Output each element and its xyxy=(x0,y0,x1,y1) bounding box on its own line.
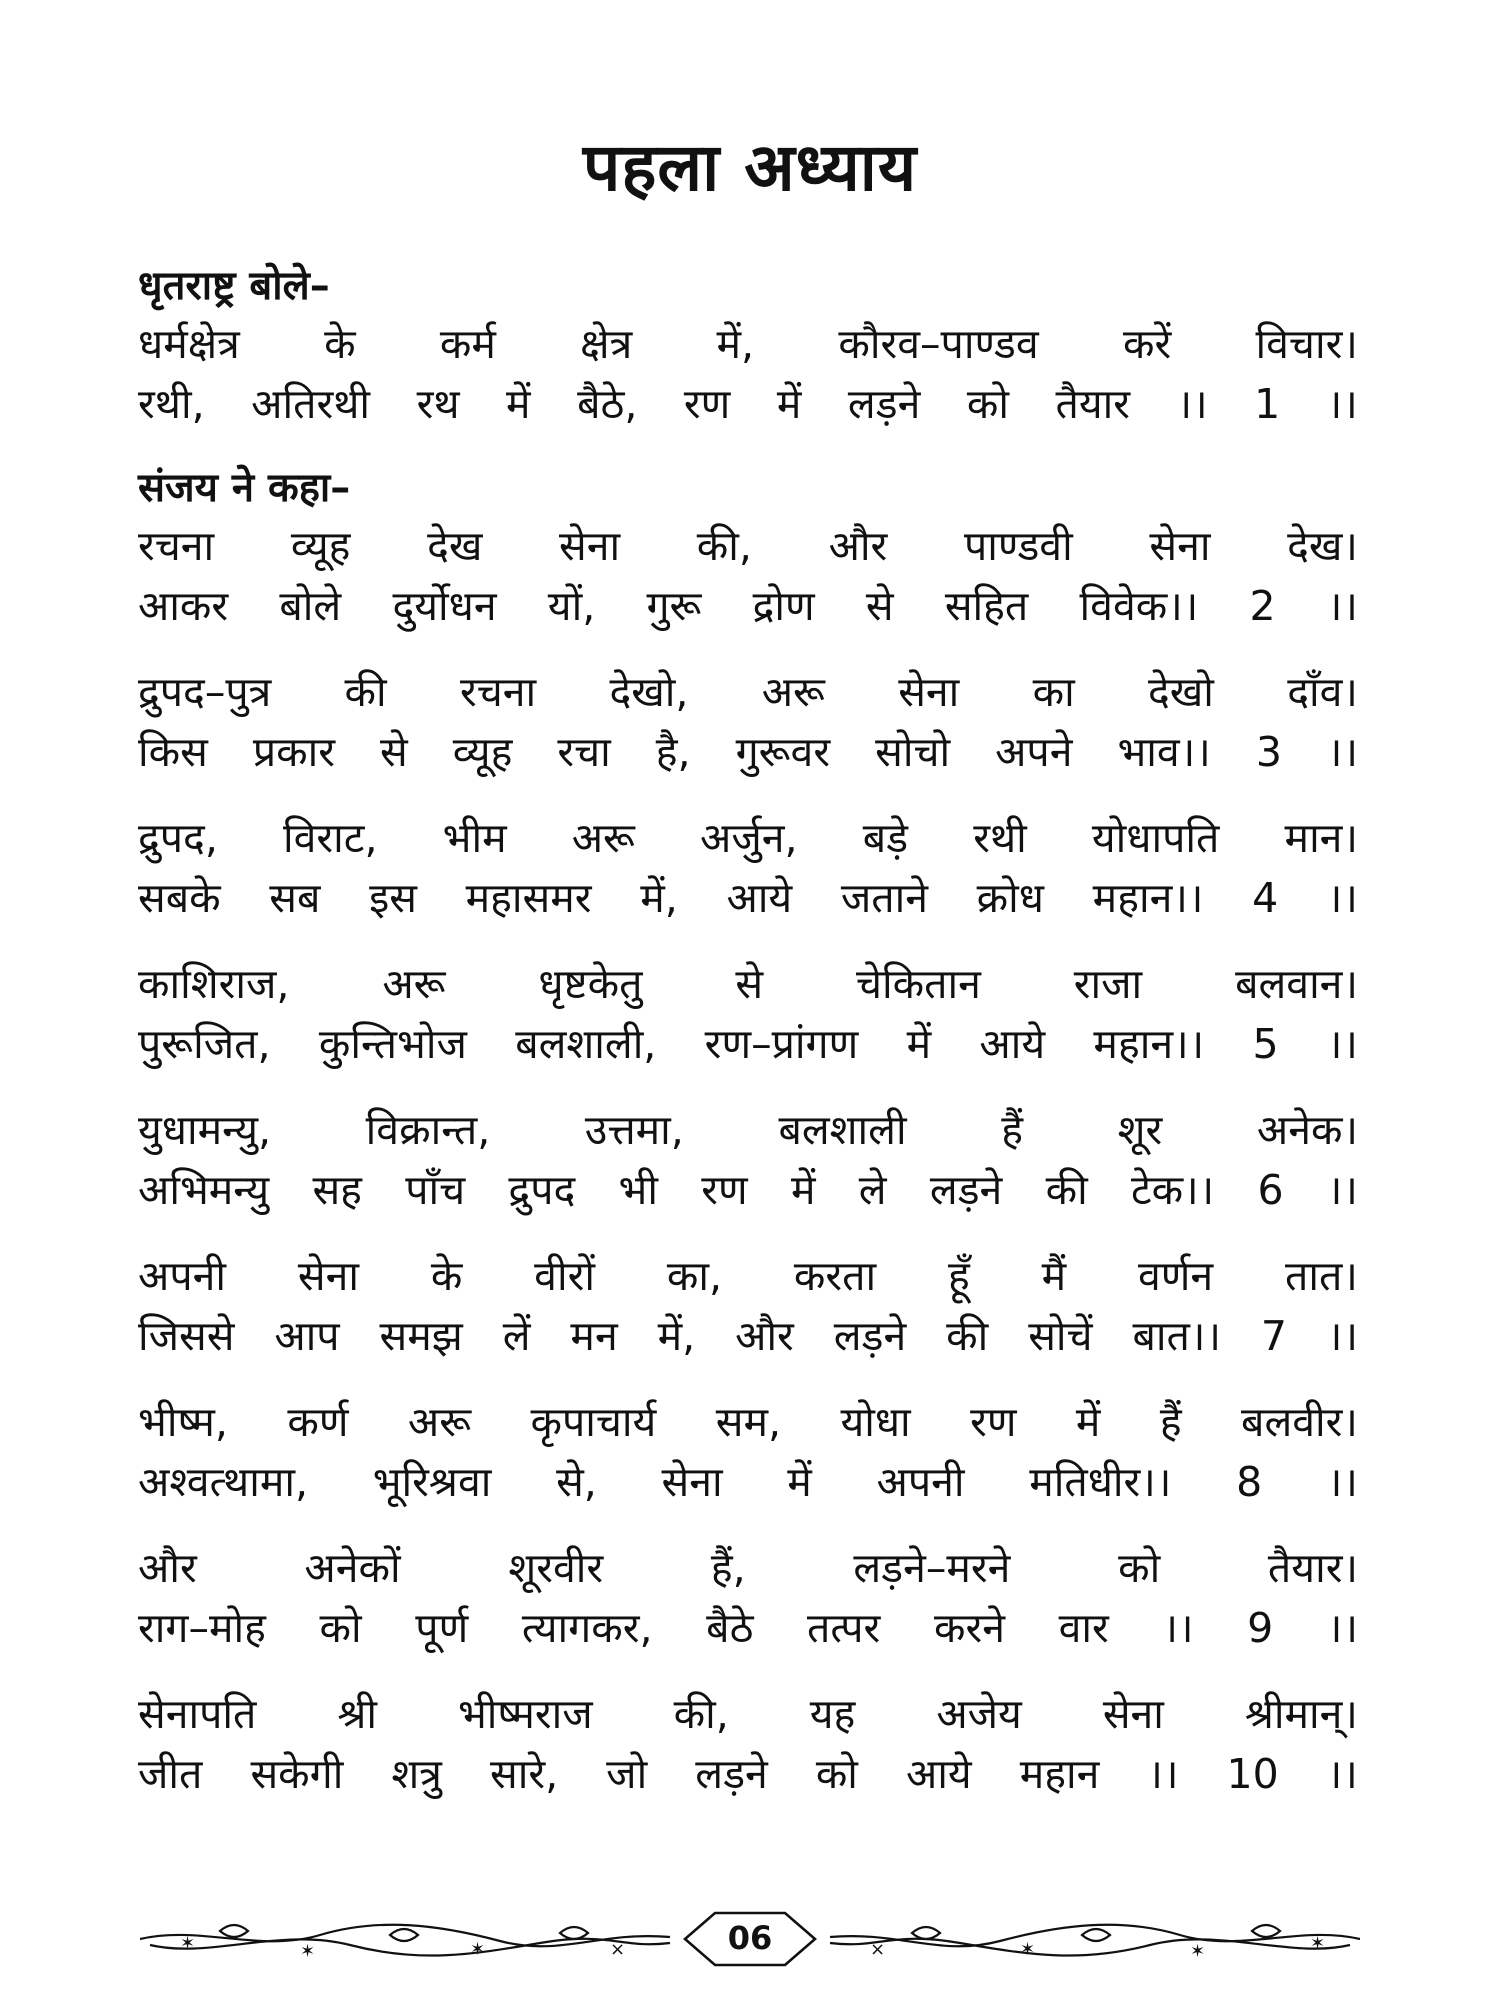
verse-9 xyxy=(138,1538,1358,1658)
verse-line xyxy=(138,576,1358,636)
verse-word: यह xyxy=(809,1690,856,1738)
verse-word: हूँ xyxy=(947,1252,970,1300)
verse-word: महान।। xyxy=(1092,874,1204,922)
verse-word: शत्रु xyxy=(391,1750,442,1798)
verse-word: विक्रान्त, xyxy=(365,1106,491,1154)
verse-word: भी xyxy=(618,1166,658,1214)
verse-word: विचार। xyxy=(1255,320,1358,368)
verse-word: देख। xyxy=(1287,522,1358,570)
verse-word: द्रुपद–पुत्र xyxy=(138,668,272,716)
verse-word: सह xyxy=(312,1166,362,1214)
verse-word: में xyxy=(790,1166,816,1214)
verse-line xyxy=(138,1100,1358,1160)
verse-line xyxy=(138,1452,1358,1512)
verse-word: करें xyxy=(1122,320,1172,368)
verse-word: रण xyxy=(683,380,731,428)
verse-word: भीष्मराज xyxy=(457,1690,593,1738)
verse-3 xyxy=(138,662,1358,782)
verse-word: को xyxy=(815,1750,858,1798)
verse-word: अभिमन्यु xyxy=(138,1166,270,1214)
verse-word: में, xyxy=(640,874,678,922)
verse-word: आप xyxy=(274,1312,340,1360)
verse-word: की, xyxy=(673,1690,729,1738)
verse-word: चेकितान xyxy=(855,960,981,1008)
verse-word: महान।। xyxy=(1093,1020,1205,1068)
verse-word: का xyxy=(1032,668,1075,716)
svg-text:✶: ✶ xyxy=(1020,1939,1036,1960)
verse-word: सेना xyxy=(898,668,960,716)
verse-word: समझ xyxy=(379,1312,463,1360)
verse-word: ।। xyxy=(1176,380,1208,428)
verse-word: बैठे, xyxy=(577,380,638,428)
verse-word: की xyxy=(1045,1166,1088,1214)
verse-line xyxy=(138,1014,1358,1074)
verse-word: बात।। xyxy=(1132,1312,1221,1360)
verse-line xyxy=(138,808,1358,868)
verse-word: भाव।। xyxy=(1117,728,1211,776)
verse-word: और xyxy=(828,522,888,570)
verse-word: ।। xyxy=(1326,1750,1358,1798)
verse-word: ।। xyxy=(1326,1020,1358,1068)
verse-word: भीम xyxy=(442,814,507,862)
verse-word: श्री xyxy=(337,1690,377,1738)
verse-word: गुरू xyxy=(646,582,702,630)
verse-word: बैठे xyxy=(706,1604,754,1652)
verse-10 xyxy=(138,1684,1358,1804)
verse-line xyxy=(138,954,1358,1014)
verse-word: अतिरथी xyxy=(251,380,371,428)
verse-word: ।। xyxy=(1326,1166,1358,1214)
verse-word: 2 xyxy=(1249,582,1276,630)
verse-word: कर्ण xyxy=(287,1398,349,1446)
verse-word: सोचो xyxy=(875,728,951,776)
verse-word: अपनी xyxy=(876,1458,965,1506)
verse-word: दुर्योधन xyxy=(392,582,497,630)
verse-word: महान xyxy=(1019,1750,1100,1798)
verse-word: जिससे xyxy=(138,1312,235,1360)
svg-text:✶: ✶ xyxy=(1310,1933,1326,1954)
verse-word: उत्तमा, xyxy=(584,1106,684,1154)
verse-word: यों, xyxy=(547,582,596,630)
verse-word: हैं xyxy=(1159,1398,1182,1446)
verse-word: ।। xyxy=(1326,1604,1358,1652)
verse-word: पूर्ण xyxy=(415,1604,469,1652)
verse-word: अश्वत्थामा, xyxy=(138,1458,309,1506)
verse-word: की, xyxy=(696,522,752,570)
verse-word: हैं, xyxy=(710,1544,746,1592)
verse-8 xyxy=(138,1392,1358,1512)
speaker-dhritarashtra: धृतराष्ट्र बोले– xyxy=(138,263,330,309)
verse-word: ।। xyxy=(1147,1750,1179,1798)
verse-word: द्रुपद xyxy=(508,1166,576,1214)
verse-1 xyxy=(138,314,1358,434)
verse-word: रण xyxy=(970,1398,1017,1446)
verse-line xyxy=(138,868,1358,928)
speaker-sanjay: संजय ने कहा– xyxy=(138,465,351,511)
verse-word: में xyxy=(1075,1398,1101,1446)
verse-line xyxy=(138,314,1358,374)
verse-word: प्रकार xyxy=(252,728,336,776)
verse-word: वार xyxy=(1058,1604,1109,1652)
verse-word: बलशाली xyxy=(778,1106,907,1154)
verse-word: मान। xyxy=(1284,814,1358,862)
verse-word: देखो, xyxy=(609,668,689,716)
verse-word: अरू xyxy=(382,960,446,1008)
verse-word: 5 xyxy=(1252,1020,1279,1068)
verse-word: काशिराज, xyxy=(138,960,290,1008)
verse-word: को xyxy=(1118,1544,1161,1592)
verse-word: क्षेत्र xyxy=(580,320,633,368)
verse-line xyxy=(138,1684,1358,1744)
verse-word: धर्मक्षेत्र xyxy=(138,320,240,368)
verse-word: रथी, xyxy=(138,380,205,428)
verse-word: सारे, xyxy=(489,1750,559,1798)
verse-word: 7 xyxy=(1260,1312,1287,1360)
verse-line xyxy=(138,1598,1358,1658)
verse-word: सकेगी xyxy=(250,1750,344,1798)
svg-text:✶: ✶ xyxy=(180,1933,196,1954)
verse-word: टेक।। xyxy=(1130,1166,1215,1214)
verse-word: से xyxy=(735,960,764,1008)
verse-word: तत्पर xyxy=(807,1604,881,1652)
verse-word: आये xyxy=(726,874,793,922)
verse-word: जीत xyxy=(138,1750,203,1798)
verse-word: ।। xyxy=(1326,728,1358,776)
verse-word: मतिधीर।। xyxy=(1029,1458,1172,1506)
verse-word: सब xyxy=(269,874,321,922)
verse-word: में, xyxy=(657,1312,696,1360)
verse-line xyxy=(138,1246,1358,1306)
verse-word: रण–प्रांगण xyxy=(704,1020,859,1068)
verse-word: तात। xyxy=(1285,1252,1358,1300)
verse-word: अरू xyxy=(571,814,635,862)
verse-word: व्यूह xyxy=(452,728,513,776)
verse-word: का, xyxy=(666,1252,722,1300)
verse-word: रण xyxy=(701,1166,748,1214)
verse-word: बड़े xyxy=(862,814,909,862)
verse-word: अर्जुन, xyxy=(700,814,798,862)
verse-line xyxy=(138,722,1358,782)
verse-word: लड़ने xyxy=(695,1750,768,1798)
verse-word: शूर xyxy=(1117,1106,1163,1154)
verse-word: रथी xyxy=(973,814,1027,862)
verse-word: 9 xyxy=(1247,1604,1274,1652)
verse-word: बलवान। xyxy=(1235,960,1358,1008)
verse-word: जो xyxy=(606,1750,648,1798)
verse-word: लड़ने xyxy=(833,1312,907,1360)
verse-word: से, xyxy=(556,1458,597,1506)
verse-word: से xyxy=(380,728,408,776)
verse-word: व्यूह xyxy=(290,522,351,570)
verse-word: सोचें xyxy=(1028,1312,1093,1360)
verse-word: सम, xyxy=(715,1398,782,1446)
verse-word: तैयार। xyxy=(1267,1544,1358,1592)
verse-6 xyxy=(138,1100,1358,1220)
verse-word: बलवीर। xyxy=(1241,1398,1358,1446)
verse-word: अनेकों xyxy=(304,1544,401,1592)
verse-word: के xyxy=(430,1252,463,1300)
verse-word: के xyxy=(324,320,356,368)
verse-word: सेना xyxy=(559,522,621,570)
page-number: 06 xyxy=(727,1919,773,1957)
chapter-title: पहला अध्याय xyxy=(582,129,918,206)
verse-word: हैं xyxy=(1001,1106,1023,1154)
verse-word: सबके xyxy=(138,874,221,922)
verse-word: लड़ने xyxy=(929,1166,1003,1214)
verse-word: देख xyxy=(427,522,483,570)
verse-word: विवेक।। xyxy=(1079,582,1199,630)
verse-word: द्रोण xyxy=(752,582,815,630)
verse-word: कुन्तिभोज xyxy=(318,1020,467,1068)
verse-word: जताने xyxy=(840,874,928,922)
verse-word: राग–मोह xyxy=(138,1604,266,1652)
svg-text:✶: ✶ xyxy=(1190,1941,1206,1962)
verse-word: अरू xyxy=(761,668,825,716)
verse-word: पाण्डवी xyxy=(963,522,1073,570)
verse-word: क्रोध xyxy=(976,874,1044,922)
verse-word: त्यागकर, xyxy=(521,1604,653,1652)
verse-word: आये xyxy=(905,1750,972,1798)
verse-word: और xyxy=(138,1544,197,1592)
svg-text:✶: ✶ xyxy=(300,1941,316,1962)
verse-word: देखो xyxy=(1147,668,1214,716)
verse-word: 10 xyxy=(1226,1750,1279,1798)
verse-word: ।। xyxy=(1326,1458,1358,1506)
verse-word: में xyxy=(506,380,531,428)
verse-word: धृष्टकेतु xyxy=(538,960,643,1008)
verse-line xyxy=(138,516,1358,576)
verse-word: लड़ने–मरने xyxy=(853,1544,1011,1592)
verse-word: महासमर xyxy=(465,874,592,922)
verse-word: पाँच xyxy=(405,1166,466,1214)
verse-word: रचना xyxy=(459,668,537,716)
verse-5 xyxy=(138,954,1358,1074)
verse-word: भूरिश्रवा xyxy=(372,1458,492,1506)
verse-line xyxy=(138,1538,1358,1598)
verse-line xyxy=(138,1392,1358,1452)
verse-word: मैं xyxy=(1041,1252,1067,1300)
verse-word: 6 xyxy=(1257,1166,1284,1214)
verse-word: रथ xyxy=(416,380,460,428)
verse-word: की xyxy=(344,668,387,716)
verse-word: अजेय xyxy=(936,1690,1022,1738)
verse-word: को xyxy=(966,380,1009,428)
verse-4 xyxy=(138,808,1358,928)
verse-word: ।। xyxy=(1162,1604,1194,1652)
verse-word: सहित xyxy=(944,582,1029,630)
verse-word: किस xyxy=(138,728,208,776)
verse-word: बोले xyxy=(279,582,342,630)
svg-text:×: × xyxy=(610,1939,626,1960)
verse-word: कौरव–पाण्डव xyxy=(838,320,1039,368)
verse-word: सेना xyxy=(1102,1690,1164,1738)
verse-word: 3 xyxy=(1255,728,1282,776)
verse-word: आकर xyxy=(138,582,229,630)
verse-word: पुरूजित, xyxy=(138,1020,271,1068)
verse-word: रचना xyxy=(138,522,215,570)
verse-line xyxy=(138,1306,1358,1366)
verse-word: श्रीमान्। xyxy=(1244,1690,1358,1738)
verse-word: ले xyxy=(858,1166,887,1214)
verse-word: योधापति xyxy=(1091,814,1220,862)
verse-word: 1 xyxy=(1254,380,1281,428)
verse-content xyxy=(138,258,1358,1830)
verse-word: में, xyxy=(716,320,755,368)
verse-word: कर्म xyxy=(439,320,496,368)
verse-line xyxy=(138,1160,1358,1220)
verse-word: रचा xyxy=(557,728,611,776)
verse-word: में xyxy=(776,380,802,428)
verse-word: कृपाचार्य xyxy=(530,1398,657,1446)
verse-word: योधा xyxy=(840,1398,911,1446)
verse-word: ।। xyxy=(1326,874,1358,922)
verse-word: द्रुपद, xyxy=(138,814,218,862)
svg-text:×: × xyxy=(870,1939,886,1960)
verse-word: ।। xyxy=(1326,380,1358,428)
svg-text:✶: ✶ xyxy=(470,1939,486,1960)
verse-word: सेनापति xyxy=(138,1690,257,1738)
verse-word: इस xyxy=(369,874,417,922)
page-footer xyxy=(140,1905,1360,1975)
verse-word: विराट, xyxy=(283,814,378,862)
verse-word: अनेक। xyxy=(1256,1106,1358,1154)
verse-word: लड़ने xyxy=(847,380,921,428)
verse-word: युधामन्यु, xyxy=(138,1106,272,1154)
verse-word: बलशाली, xyxy=(515,1020,657,1068)
verse-word: ।। xyxy=(1326,582,1358,630)
verse-word: की xyxy=(946,1312,989,1360)
verse-word: करता xyxy=(793,1252,877,1300)
verse-word: राजा xyxy=(1073,960,1143,1008)
verse-word: है, xyxy=(655,728,691,776)
verse-line xyxy=(138,1744,1358,1804)
verse-word: मन xyxy=(570,1312,618,1360)
verse-word: 8 xyxy=(1236,1458,1263,1506)
verse-word: गुरूवर xyxy=(735,728,831,776)
verse-word: शूरवीर xyxy=(508,1544,604,1592)
verse-word: लें xyxy=(502,1312,531,1360)
verse-word: तैयार xyxy=(1055,380,1131,428)
verse-7 xyxy=(138,1246,1358,1366)
verse-word: दाँव। xyxy=(1287,668,1358,716)
verse-word: अपनी xyxy=(138,1252,226,1300)
verse-word: सेना xyxy=(297,1252,359,1300)
verse-word: वीरों xyxy=(534,1252,595,1300)
verse-word: वर्णन xyxy=(1137,1252,1214,1300)
verse-line xyxy=(138,374,1358,434)
verse-word: से xyxy=(865,582,894,630)
verse-line xyxy=(138,662,1358,722)
verse-word: और xyxy=(735,1312,794,1360)
verse-word: में xyxy=(787,1458,812,1506)
verse-word: अपने xyxy=(995,728,1073,776)
verse-word: अरू xyxy=(407,1398,472,1446)
verse-word: सेना xyxy=(661,1458,723,1506)
verse-word: ।। xyxy=(1326,1312,1358,1360)
verse-word: करने xyxy=(933,1604,1005,1652)
verse-word: भीष्म, xyxy=(138,1398,228,1446)
verse-word: को xyxy=(319,1604,362,1652)
verse-word: सेना xyxy=(1149,522,1211,570)
verse-word: आये xyxy=(979,1020,1046,1068)
verse-2 xyxy=(138,516,1358,636)
verse-word: में xyxy=(906,1020,932,1068)
verse-word: 4 xyxy=(1252,874,1279,922)
